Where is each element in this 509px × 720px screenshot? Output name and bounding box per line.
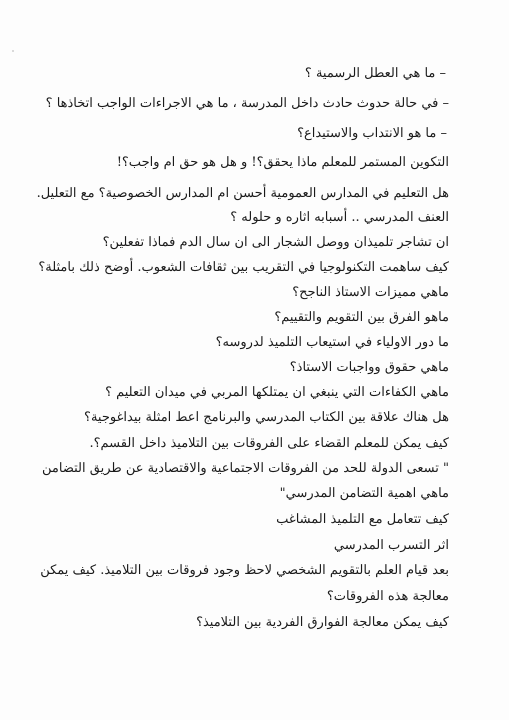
question-line: ما دور الاولياء في استيعاب التلميذ لدروسه؟ <box>215 335 449 350</box>
question-line: اثر التسرب المدرسي <box>333 538 449 553</box>
question-line: هل هناك علاقة بين الكتاب المدرسي والبرنامج اعط امثلة بيداغوجية؟ <box>84 410 449 425</box>
question-line: ان تشاجر تلميذان ووصل الشجار الى ان سال الدم فماذا تفعلين؟ <box>102 235 449 250</box>
question-line: هل التعليم في المدارس العمومية أحسن ام المدارس الخصوصية؟ مع التعليل. <box>36 186 449 201</box>
question-line: ماهي مميزات الاستاذ الناجح؟ <box>292 285 449 300</box>
question-line: ماهو الفرق بين التقويم والتقييم؟ <box>274 310 449 325</box>
question-line: معالجة هذه الفروقات؟ <box>326 589 449 604</box>
question-line: التكوين المستمر للمعلم ماذا يحقق؟! و هل هو حق ام واجب؟! <box>116 155 449 170</box>
question-line: كيف ساهمت التكنولوجيا في التقريب بين ثقافات الشعوب. أوضح ذلك بامثلة؟ <box>38 260 449 275</box>
question-line: – في حالة حدوث حادث داخل المدرسة ، ما هي الاجراءات الواجب اتخاذها ؟ <box>45 96 449 111</box>
question-line: " تسعى الدولة للحد من الفروقات الاجتماعية والاقتصادية عن طريق التضامن <box>42 461 449 476</box>
question-line: بعد قيام العلم بالتقويم الشخصي لاحظ وجود فروقات بين التلاميذ. كيف يمكن <box>40 563 449 578</box>
question-line: – ما هو الانتداب والاستيداع؟ <box>297 126 447 141</box>
question-line: كيف يمكن معالجة الفوارق الفردية بين التلاميذ؟ <box>196 615 449 630</box>
question-line: ماهي حقوق وواجبات الاستاذ؟ <box>289 360 449 375</box>
question-line: كيف تتعامل مع التلميذ المشاغب <box>276 512 449 527</box>
question-line: ماهي اهمية التضامن المدرسي" <box>279 486 449 501</box>
question-line: ماهي الكفاءات التي ينبغي ان يمتلكها المربي في ميدان التعليم ؟ <box>105 385 449 400</box>
question-line: العنف المدرسي .. أسبابه اثاره و حلوله ؟ <box>230 210 449 225</box>
question-line: – ما هي العطل الرسمية ؟ <box>304 66 446 81</box>
question-line: كيف يمكن للمعلم القضاء على الفروقات بين التلاميذ داخل القسم؟. <box>89 436 449 451</box>
